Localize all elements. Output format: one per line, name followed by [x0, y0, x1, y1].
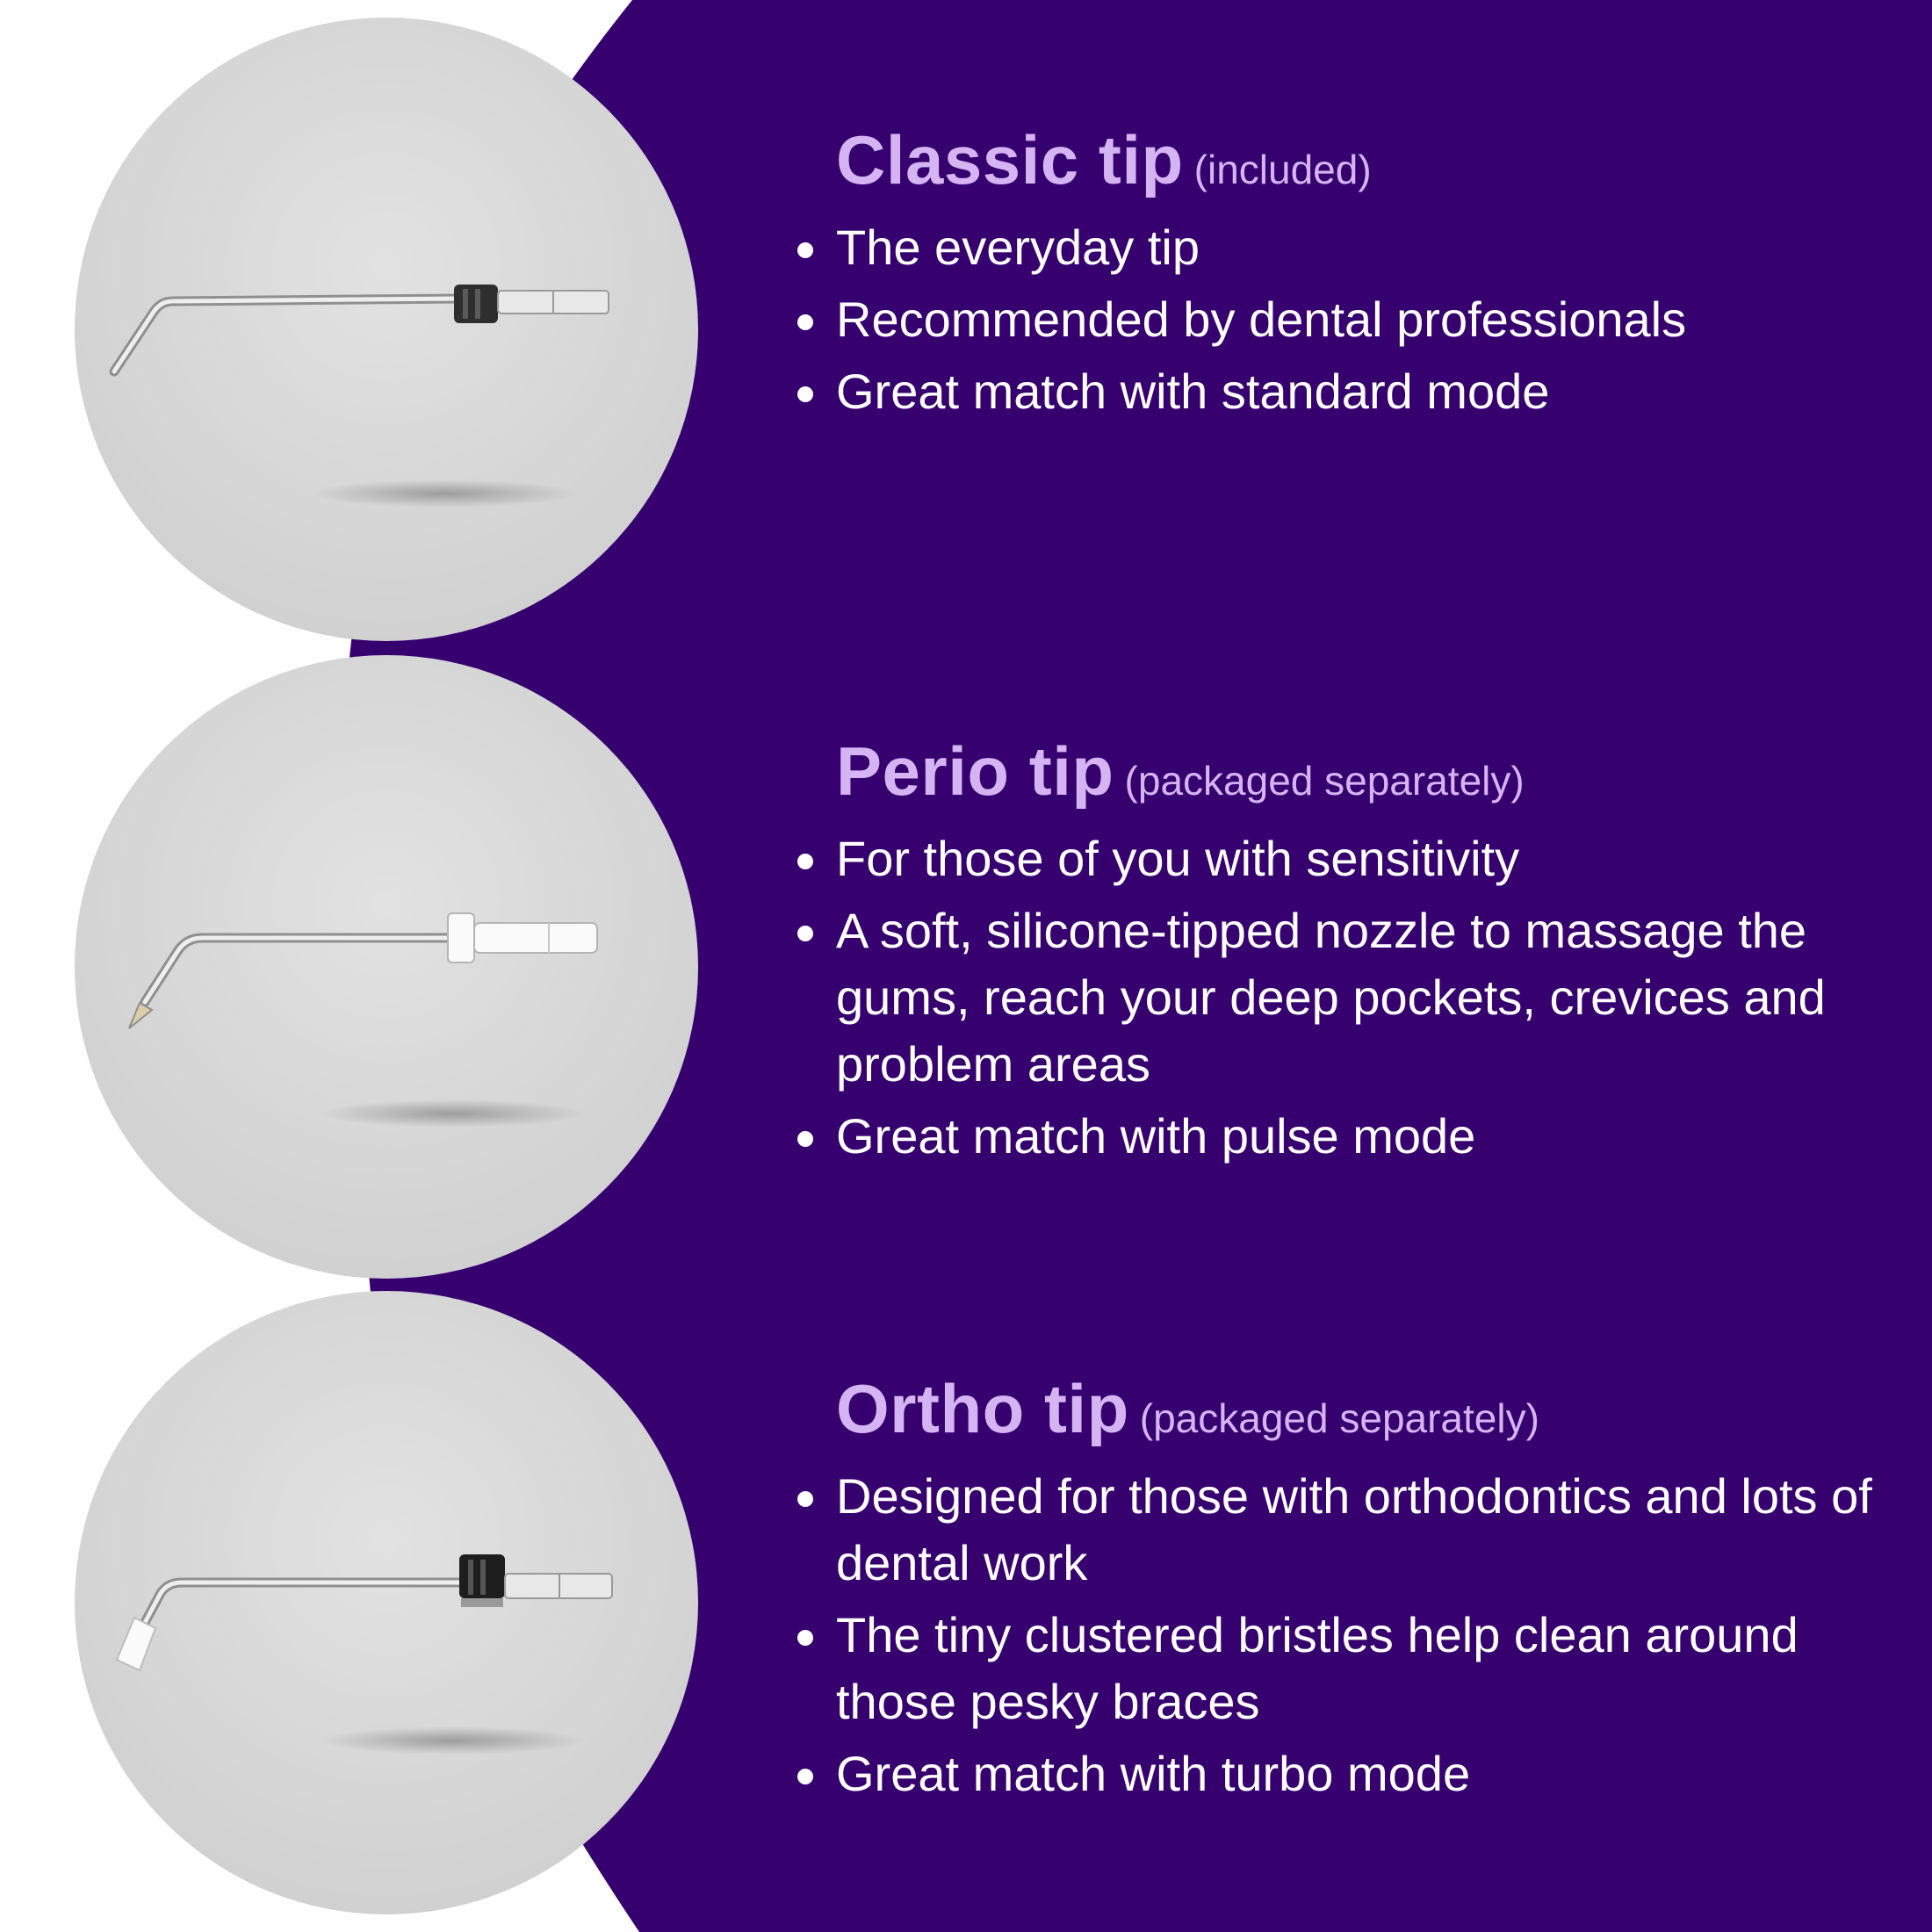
- ortho-tip-section: [797, 1372, 1878, 1813]
- bullet-item: Great match with turbo mode: [797, 1741, 1878, 1807]
- classic-tip-bullets: [797, 214, 1878, 425]
- ortho-tip-heading: [836, 1372, 1878, 1447]
- bullet-item: For those of you with sensitivity: [797, 825, 1878, 892]
- ortho-tip-photo: [75, 1291, 698, 1914]
- perio-tip-photo: [75, 655, 698, 1279]
- section-note: (packaged separately): [1139, 1395, 1539, 1441]
- ortho-tip-bullets: [797, 1463, 1878, 1807]
- perio-tip-heading: [836, 734, 1878, 810]
- section-title: Ortho tip: [836, 1370, 1129, 1447]
- classic-tip-heading: [836, 123, 1878, 198]
- classic-tip-photo: [75, 18, 698, 641]
- section-title: Classic tip: [836, 121, 1184, 198]
- section-note: (included): [1193, 147, 1372, 192]
- perio-tip-section: [797, 734, 1878, 1175]
- bullet-item: Designed for those with orthodontics and lots of dental work: [797, 1463, 1878, 1597]
- bullet-item: Great match with pulse mode: [797, 1103, 1878, 1170]
- bullet-item: The tiny clustered bristles help clean around those pesky braces: [797, 1602, 1878, 1735]
- section-note: (packaged separately): [1124, 758, 1525, 804]
- section-title: Perio tip: [836, 732, 1114, 810]
- bullet-item: A soft, silicone-tipped nozzle to massage the gums, reach your deep pockets, crevices and problem areas: [797, 898, 1878, 1098]
- classic-tip-section: [797, 123, 1878, 430]
- bullet-item: Recommended by dental professionals: [797, 286, 1878, 353]
- perio-tip-bullets: [797, 825, 1878, 1170]
- bullet-item: Great match with standard mode: [797, 358, 1878, 425]
- bullet-item: The everyday tip: [797, 214, 1878, 281]
